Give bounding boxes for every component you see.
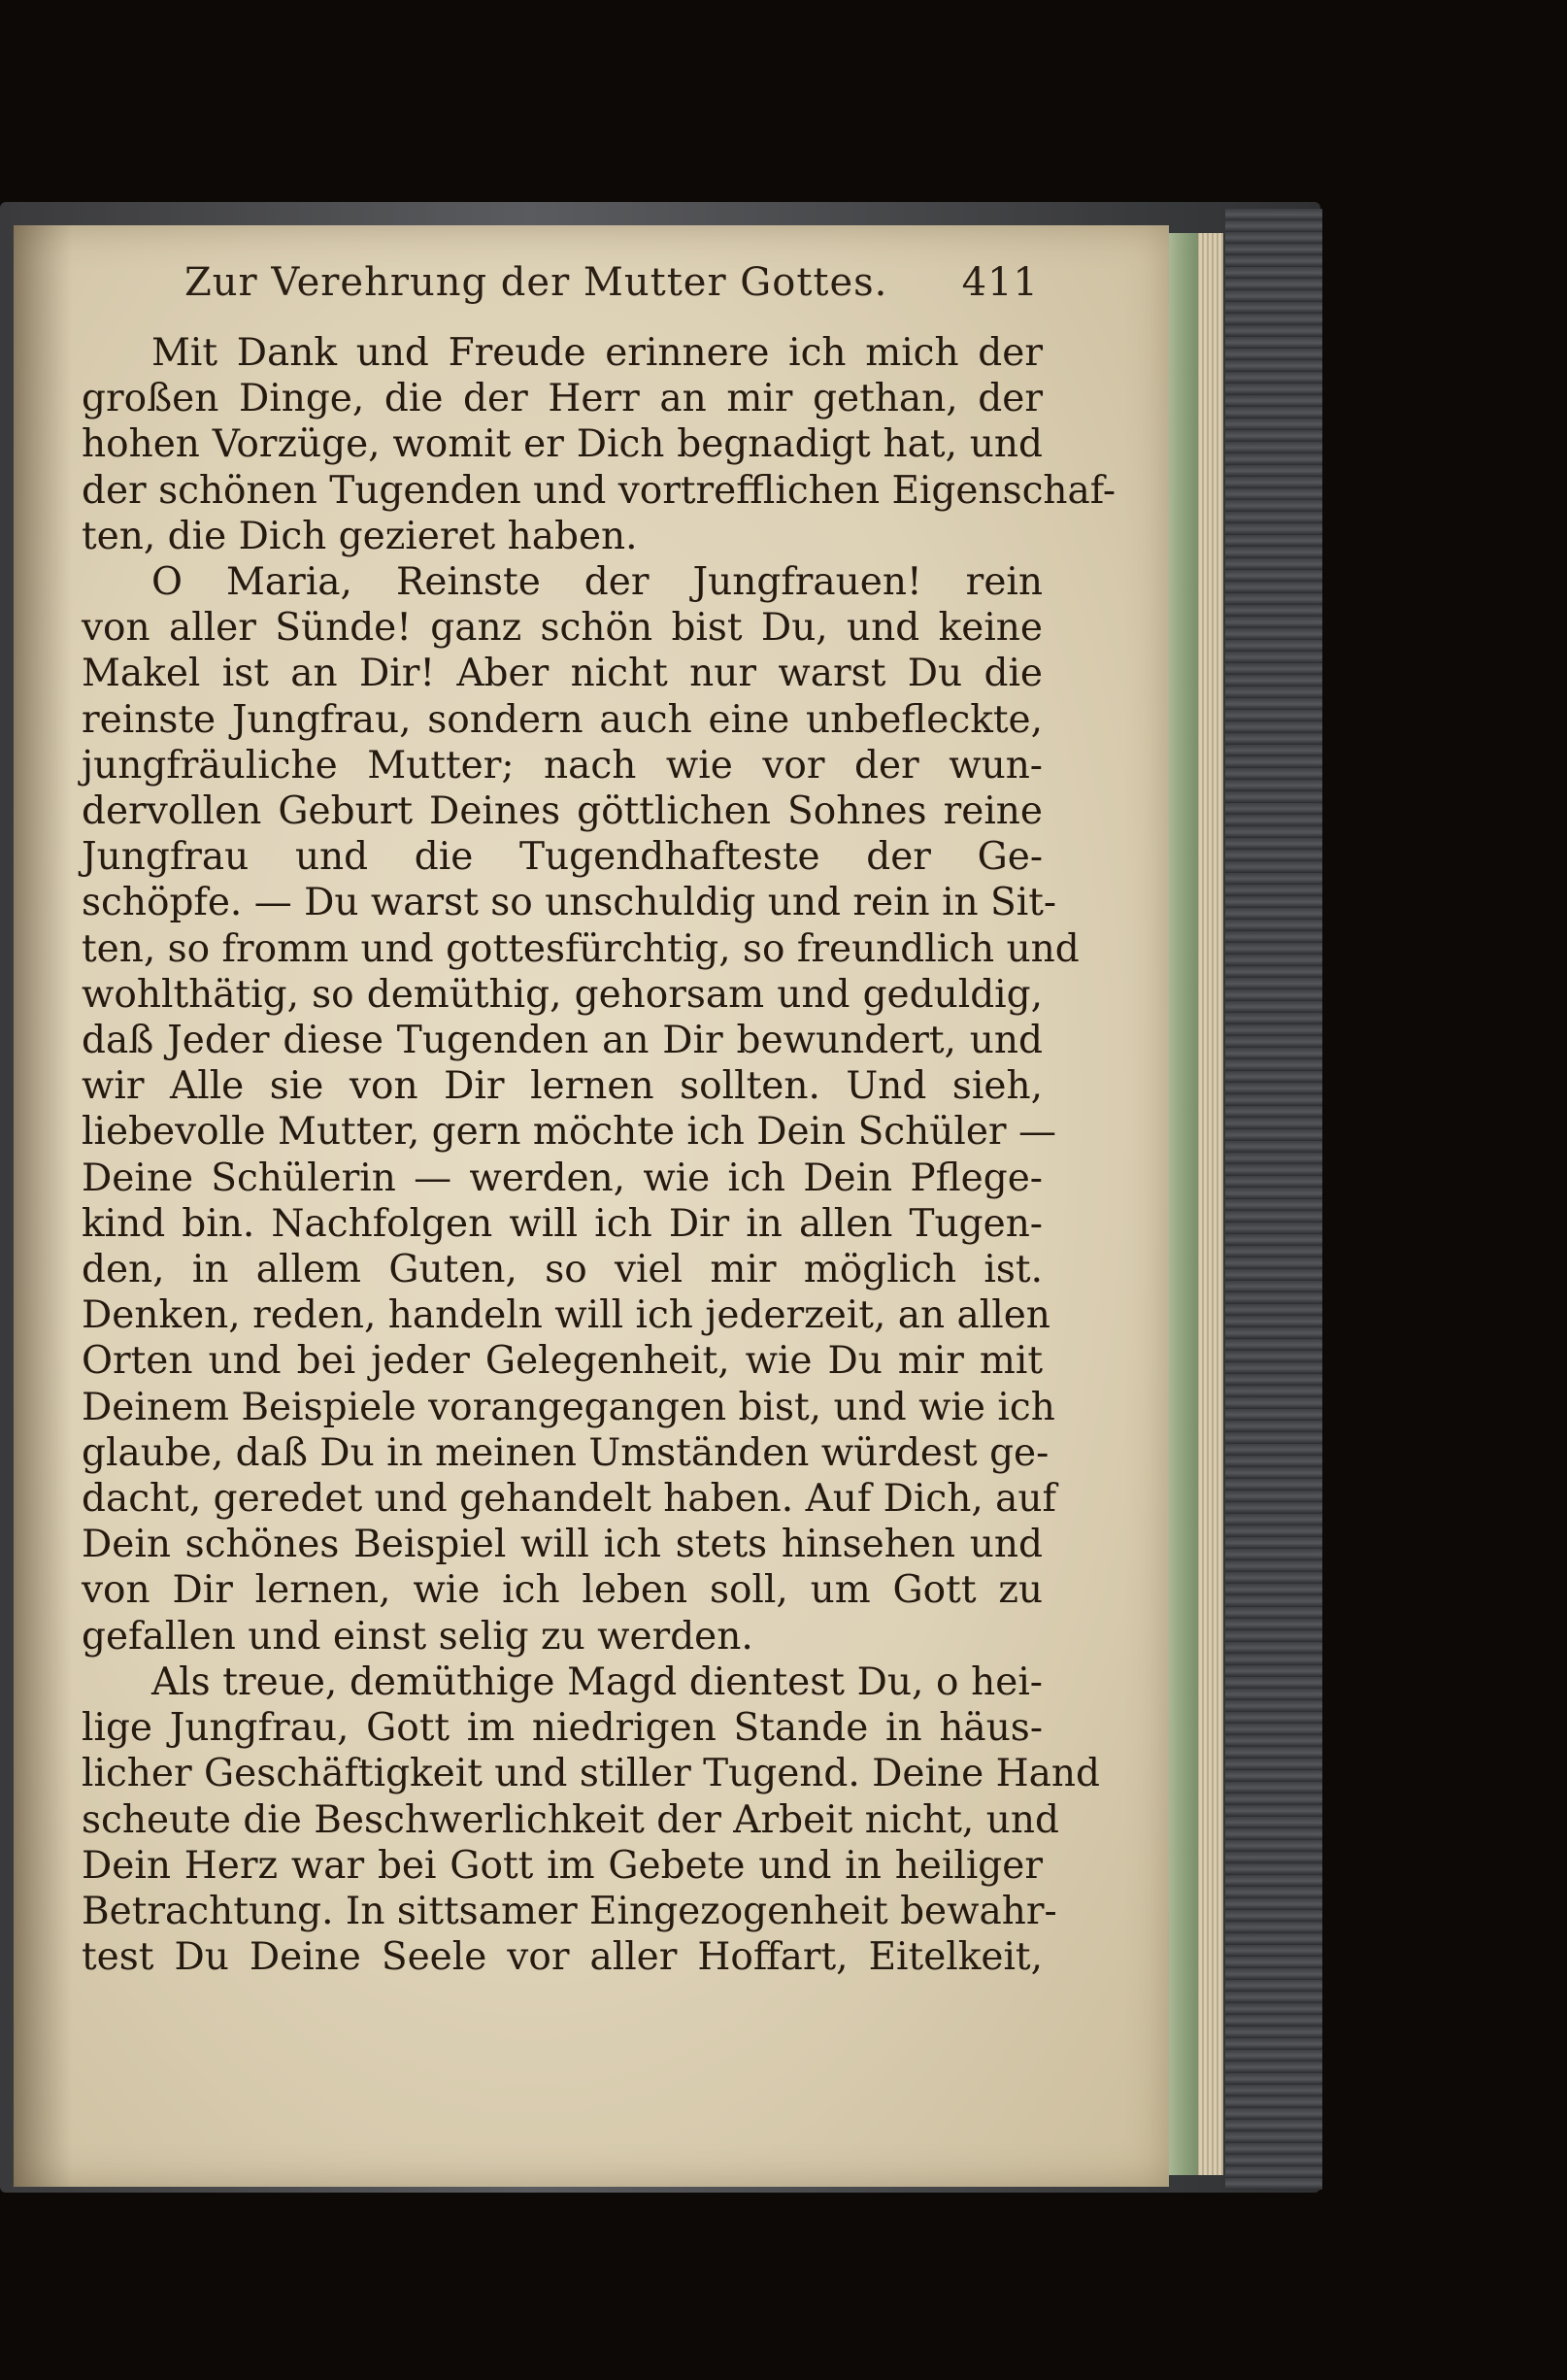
text-line: lige Jungfrau, Gott im niedrigen Stande in häus- <box>82 1706 1043 1751</box>
text-line: liebevolle Mutter, gern möchte ich Dein Schüler — <box>82 1110 1056 1155</box>
text-line: Betrachtung. In sittsamer Eingezogenheit bewahr- <box>82 1889 1057 1933</box>
text-line: Dein schönes Beispiel will ich stets hinsehen und <box>82 1523 1043 1567</box>
text-line: Jungfrau und die Tugendhafteste der Ge- <box>82 835 1043 880</box>
text-line: Als treue, demüthige Magd dientest Du, o hei- <box>151 1659 1043 1704</box>
text-line: hohen Vorzüge, womit er Dich begnadigt hat, und <box>82 422 1043 467</box>
text-line: Orten und bei jeder Gelegenheit, wie Du mir mit <box>82 1339 1043 1384</box>
text-line: der schönen Tugenden und vortrefflichen Eigenschaf- <box>82 468 1117 513</box>
text-line: kind bin. Nachfolgen will ich Dir in allen Tugen- <box>82 1201 1043 1246</box>
text-line: jungfräuliche Mutter; nach wie vor der wun- <box>82 743 1043 788</box>
text-line: den, in allem Guten, so viel mir möglich ist. <box>82 1248 1043 1292</box>
text-line: Deine Schülerin — werden, wie ich Dein Pflege- <box>82 1156 1043 1200</box>
text-line: wir Alle sie von Dir lernen sollten. Und sieh, <box>82 1064 1043 1109</box>
text-line: ten, die Dich gezieret haben. <box>82 514 638 558</box>
text-line: von aller Sünde! ganz schön bist Du, und keine <box>82 606 1043 651</box>
text-line: von Dir lernen, wie ich leben soll, um Gott zu <box>82 1568 1043 1613</box>
text-line: Makel ist an Dir! Aber nicht nur warst Du die <box>82 652 1043 696</box>
text-line: ten, so fromm und gottesfürchtig, so freundlich und <box>82 926 1080 971</box>
text-line: O Maria, Reinste der Jungfrauen! rein <box>151 560 1043 605</box>
text-line: daß Jeder diese Tugenden an Dir bewundert, und <box>82 1019 1043 1063</box>
text-line: schöpfe. — Du warst so unschuldig und rein in Sit- <box>82 881 1057 925</box>
text-line: wohlthätig, so demüthig, gehorsam und geduldig, <box>82 972 1043 1017</box>
text-line: dacht, geredet und gehandelt haben. Auf Dich, auf <box>82 1477 1056 1522</box>
text-line: großen Dinge, die der Herr an mir gethan, der <box>82 377 1043 421</box>
body-text <box>82 330 1117 1980</box>
text-line: Mit Dank und Freude erinnere ich mich der <box>151 331 1043 375</box>
text-line: glaube, daß Du in meinen Umständen würdest ge- <box>82 1430 1050 1475</box>
text-line: dervollen Geburt Deines göttlichen Sohnes reine <box>82 789 1043 834</box>
text-line: test Du Deine Seele vor aller Hoffart, Eitelkeit, <box>82 1935 1043 1980</box>
text-line: Deinem Beispiele vorangegangen bist, und wie ich <box>82 1385 1055 1429</box>
text-line: Dein Herz war bei Gott im Gebete und in heiliger <box>82 1843 1043 1888</box>
running-head-title: Zur Verehrung der Mutter Gottes. <box>184 260 888 305</box>
text-line: gefallen und einst selig zu werden. <box>82 1614 753 1659</box>
book-spine <box>1225 209 1322 2190</box>
text-line: Denken, reden, handeln will ich jederzeit, an allen <box>82 1293 1050 1338</box>
text-line: licher Geschäftigkeit und stiller Tugend. Deine Hand <box>82 1752 1100 1796</box>
text-line: reinste Jungfrau, sondern auch eine unbefleckte, <box>82 697 1043 742</box>
page-gutter-shadow <box>14 225 72 2187</box>
running-head <box>184 260 1039 305</box>
text-line: scheute die Beschwerlichkeit der Arbeit nicht, und <box>82 1797 1059 1842</box>
page-number: 411 <box>961 260 1039 305</box>
